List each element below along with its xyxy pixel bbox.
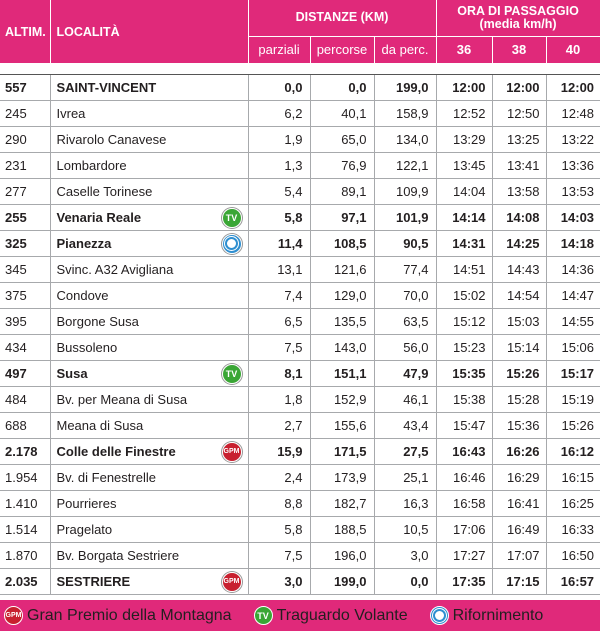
location-cell [50,568,248,594]
table-row [0,100,600,126]
covered-km-cell: 151,1 [310,360,374,386]
remaining-km-cell: 25,1 [374,464,436,490]
partial-km-cell: 7,5 [248,542,310,568]
covered-km-cell: 65,0 [310,126,374,152]
remaining-km-cell: 158,9 [374,100,436,126]
partial-km-cell: 11,4 [248,230,310,256]
time-36-cell: 15:02 [436,282,492,308]
location-name: Condove [56,287,109,303]
covered-km-cell: 196,0 [310,542,374,568]
time-38-cell: 15:28 [492,386,546,412]
table-row [0,282,600,308]
covered-km-cell: 129,0 [310,282,374,308]
altitude-cell: 688 [0,412,50,438]
location-name: Pourrieres [56,495,117,511]
location-cell [50,100,248,126]
location-cell [50,490,248,516]
location-cell [50,438,248,464]
time-36-cell: 15:23 [436,334,492,360]
table-row [0,360,600,386]
location-cell [50,542,248,568]
time-38-cell: 16:49 [492,516,546,542]
altitude-cell: 2.035 [0,568,50,594]
covered-km-cell: 182,7 [310,490,374,516]
legend-label-gpm: Gran Premio della Montagna [27,606,232,624]
altitude-cell: 2.178 [0,438,50,464]
time-40-cell: 16:57 [546,568,600,594]
partial-km-cell: 2,7 [248,412,310,438]
table-row [0,204,600,230]
remaining-km-cell: 134,0 [374,126,436,152]
time-38-cell: 15:26 [492,360,546,386]
partial-km-cell: 13,1 [248,256,310,282]
legend-item-tv [254,606,408,625]
covered-km-cell: 0,0 [310,74,374,100]
feed-zone-icon [430,606,449,625]
location-name: Bv. Borgata Sestriere [56,547,180,563]
altitude-cell: 345 [0,256,50,282]
time-40-cell: 15:19 [546,386,600,412]
location-cell [50,204,248,230]
location-name: Borgone Susa [56,313,139,329]
location-name: Lombardore [56,157,127,173]
time-38-cell: 13:25 [492,126,546,152]
location-cell [50,386,248,412]
time-36-cell: 12:52 [436,100,492,126]
altitude-cell: 1.870 [0,542,50,568]
time-38-cell: 13:58 [492,178,546,204]
remaining-km-cell: 70,0 [374,282,436,308]
location-cell [50,308,248,334]
time-40-cell: 12:48 [546,100,600,126]
header-passage-time-title: ORA DI PASSAGGIO [457,3,579,18]
header-passage-time-subtitle: (media km/h) [479,16,557,31]
partial-km-cell: 6,5 [248,308,310,334]
table-header [0,0,600,63]
legend [0,600,600,631]
header-speed-38: 38 [492,36,546,63]
partial-km-cell: 5,4 [248,178,310,204]
partial-km-cell: 2,4 [248,464,310,490]
covered-km-cell: 143,0 [310,334,374,360]
time-36-cell: 15:47 [436,412,492,438]
feed-zone-icon [222,234,242,254]
location-cell [50,464,248,490]
location-name: Bv. per Meana di Susa [56,391,188,407]
tv-badge-icon: TV [254,606,273,625]
location-cell [50,334,248,360]
time-40-cell: 12:00 [546,74,600,100]
altitude-cell: 325 [0,230,50,256]
legend-item-rifornimento [430,606,544,625]
table-row [0,464,600,490]
time-40-cell: 15:26 [546,412,600,438]
table-row [0,178,600,204]
remaining-km-cell: 47,9 [374,360,436,386]
time-36-cell: 16:46 [436,464,492,490]
location-name: Ivrea [56,105,86,121]
partial-km-cell: 8,8 [248,490,310,516]
gpm-badge-icon: GPM [222,572,242,592]
time-36-cell: 15:38 [436,386,492,412]
remaining-km-cell: 27,5 [374,438,436,464]
covered-km-cell: 171,5 [310,438,374,464]
time-38-cell: 17:07 [492,542,546,568]
table-row [0,256,600,282]
table-row [0,438,600,464]
location-name: Pianezza [56,235,112,251]
time-38-cell: 15:14 [492,334,546,360]
partial-km-cell: 15,9 [248,438,310,464]
altitude-cell: 277 [0,178,50,204]
location-name: SESTRIERE [56,573,131,589]
header-speed-36: 36 [436,36,492,63]
legend-label-tv: Traguardo Volante [276,606,408,624]
covered-km-cell: 108,5 [310,230,374,256]
partial-km-cell: 3,0 [248,568,310,594]
tv-badge-icon: TV [222,208,242,228]
time-40-cell: 16:33 [546,516,600,542]
header-covered-km: percorse [310,36,374,63]
time-40-cell: 15:06 [546,334,600,360]
time-38-cell: 14:43 [492,256,546,282]
covered-km-cell: 135,5 [310,308,374,334]
partial-km-cell: 0,0 [248,74,310,100]
partial-km-cell: 1,9 [248,126,310,152]
altitude-cell: 245 [0,100,50,126]
table-row [0,542,600,568]
time-38-cell: 15:36 [492,412,546,438]
time-38-cell: 17:15 [492,568,546,594]
location-name: Svinc. A32 Avigliana [56,261,174,277]
header-spacer [0,63,600,74]
header-passage-time [436,0,600,36]
table-row [0,74,600,100]
table-row [0,386,600,412]
table-row [0,490,600,516]
time-40-cell: 16:50 [546,542,600,568]
time-40-cell: 14:55 [546,308,600,334]
covered-km-cell: 199,0 [310,568,374,594]
time-38-cell: 13:41 [492,152,546,178]
time-36-cell: 15:12 [436,308,492,334]
location-name: SAINT-VINCENT [56,79,157,95]
location-cell [50,282,248,308]
time-38-cell: 12:00 [492,74,546,100]
table-row [0,334,600,360]
remaining-km-cell: 122,1 [374,152,436,178]
time-38-cell: 15:03 [492,308,546,334]
location-cell [50,230,248,256]
partial-km-cell: 7,5 [248,334,310,360]
partial-km-cell: 5,8 [248,204,310,230]
time-40-cell: 15:17 [546,360,600,386]
location-name: Meana di Susa [56,417,144,433]
altitude-cell: 497 [0,360,50,386]
altitude-cell: 1.410 [0,490,50,516]
remaining-km-cell: 16,3 [374,490,436,516]
location-cell [50,256,248,282]
altitude-cell: 484 [0,386,50,412]
partial-km-cell: 1,8 [248,386,310,412]
table-row [0,230,600,256]
covered-km-cell: 155,6 [310,412,374,438]
remaining-km-cell: 63,5 [374,308,436,334]
gpm-badge-icon: GPM [222,442,242,462]
time-38-cell: 14:54 [492,282,546,308]
time-36-cell: 12:00 [436,74,492,100]
table-row [0,308,600,334]
covered-km-cell: 40,1 [310,100,374,126]
remaining-km-cell: 43,4 [374,412,436,438]
remaining-km-cell: 3,0 [374,542,436,568]
covered-km-cell: 97,1 [310,204,374,230]
time-36-cell: 14:51 [436,256,492,282]
table-row [0,412,600,438]
location-cell [50,178,248,204]
location-name: Pragelato [56,521,113,537]
partial-km-cell: 5,8 [248,516,310,542]
time-40-cell: 14:18 [546,230,600,256]
location-cell [50,516,248,542]
time-36-cell: 17:27 [436,542,492,568]
remaining-km-cell: 56,0 [374,334,436,360]
covered-km-cell: 76,9 [310,152,374,178]
header-speed-40: 40 [546,36,600,63]
location-name: Rivarolo Canavese [56,131,167,147]
location-name: Susa [56,365,88,381]
location-name: Bv. di Fenestrelle [56,469,156,485]
location-cell [50,360,248,386]
time-38-cell: 16:41 [492,490,546,516]
time-40-cell: 14:47 [546,282,600,308]
remaining-km-cell: 199,0 [374,74,436,100]
partial-km-cell: 1,3 [248,152,310,178]
remaining-km-cell: 109,9 [374,178,436,204]
gpm-badge-icon: GPM [4,606,23,625]
partial-km-cell: 8,1 [248,360,310,386]
header-location: LOCALITÀ [50,0,248,63]
altitude-cell: 255 [0,204,50,230]
remaining-km-cell: 10,5 [374,516,436,542]
altitude-cell: 1.514 [0,516,50,542]
remaining-km-cell: 46,1 [374,386,436,412]
covered-km-cell: 121,6 [310,256,374,282]
location-name: Colle delle Finestre [56,443,176,459]
time-40-cell: 16:25 [546,490,600,516]
remaining-km-cell: 101,9 [374,204,436,230]
header-altimetry: ALTIM. [0,0,50,63]
table-row [0,152,600,178]
time-36-cell: 15:35 [436,360,492,386]
location-name: Caselle Torinese [56,183,153,199]
partial-km-cell: 7,4 [248,282,310,308]
time-36-cell: 13:45 [436,152,492,178]
time-36-cell: 16:58 [436,490,492,516]
covered-km-cell: 188,5 [310,516,374,542]
altitude-cell: 395 [0,308,50,334]
time-40-cell: 13:36 [546,152,600,178]
time-36-cell: 17:06 [436,516,492,542]
location-name: Bussoleno [56,339,118,355]
time-36-cell: 16:43 [436,438,492,464]
altitude-cell: 1.954 [0,464,50,490]
covered-km-cell: 89,1 [310,178,374,204]
remaining-km-cell: 90,5 [374,230,436,256]
time-40-cell: 16:12 [546,438,600,464]
altitude-cell: 375 [0,282,50,308]
partial-km-cell: 6,2 [248,100,310,126]
header-partial-km: parziali [248,36,310,63]
location-cell [50,126,248,152]
header-distances: DISTANZE (KM) [248,0,436,36]
time-36-cell: 14:04 [436,178,492,204]
time-36-cell: 14:14 [436,204,492,230]
table-row [0,568,600,594]
time-38-cell: 16:29 [492,464,546,490]
header-remaining-km: da perc. [374,36,436,63]
location-cell [50,152,248,178]
time-36-cell: 17:35 [436,568,492,594]
remaining-km-cell: 0,0 [374,568,436,594]
table-body [0,74,600,594]
time-36-cell: 14:31 [436,230,492,256]
covered-km-cell: 152,9 [310,386,374,412]
time-38-cell: 16:26 [492,438,546,464]
table-row [0,126,600,152]
time-40-cell: 14:36 [546,256,600,282]
legend-label-rifornimento: Rifornimento [452,606,544,624]
covered-km-cell: 173,9 [310,464,374,490]
time-40-cell: 13:53 [546,178,600,204]
remaining-km-cell: 77,4 [374,256,436,282]
altitude-cell: 290 [0,126,50,152]
location-name: Venaria Reale [56,209,142,225]
location-cell [50,74,248,100]
altitude-cell: 434 [0,334,50,360]
table-row [0,516,600,542]
time-38-cell: 12:50 [492,100,546,126]
time-40-cell: 16:15 [546,464,600,490]
altitude-cell: 557 [0,74,50,100]
time-40-cell: 13:22 [546,126,600,152]
time-36-cell: 13:29 [436,126,492,152]
altitude-cell: 231 [0,152,50,178]
location-cell [50,412,248,438]
legend-item-gpm [4,606,232,625]
time-40-cell: 14:03 [546,204,600,230]
time-38-cell: 14:25 [492,230,546,256]
tv-badge-icon: TV [222,364,242,384]
time-38-cell: 14:08 [492,204,546,230]
